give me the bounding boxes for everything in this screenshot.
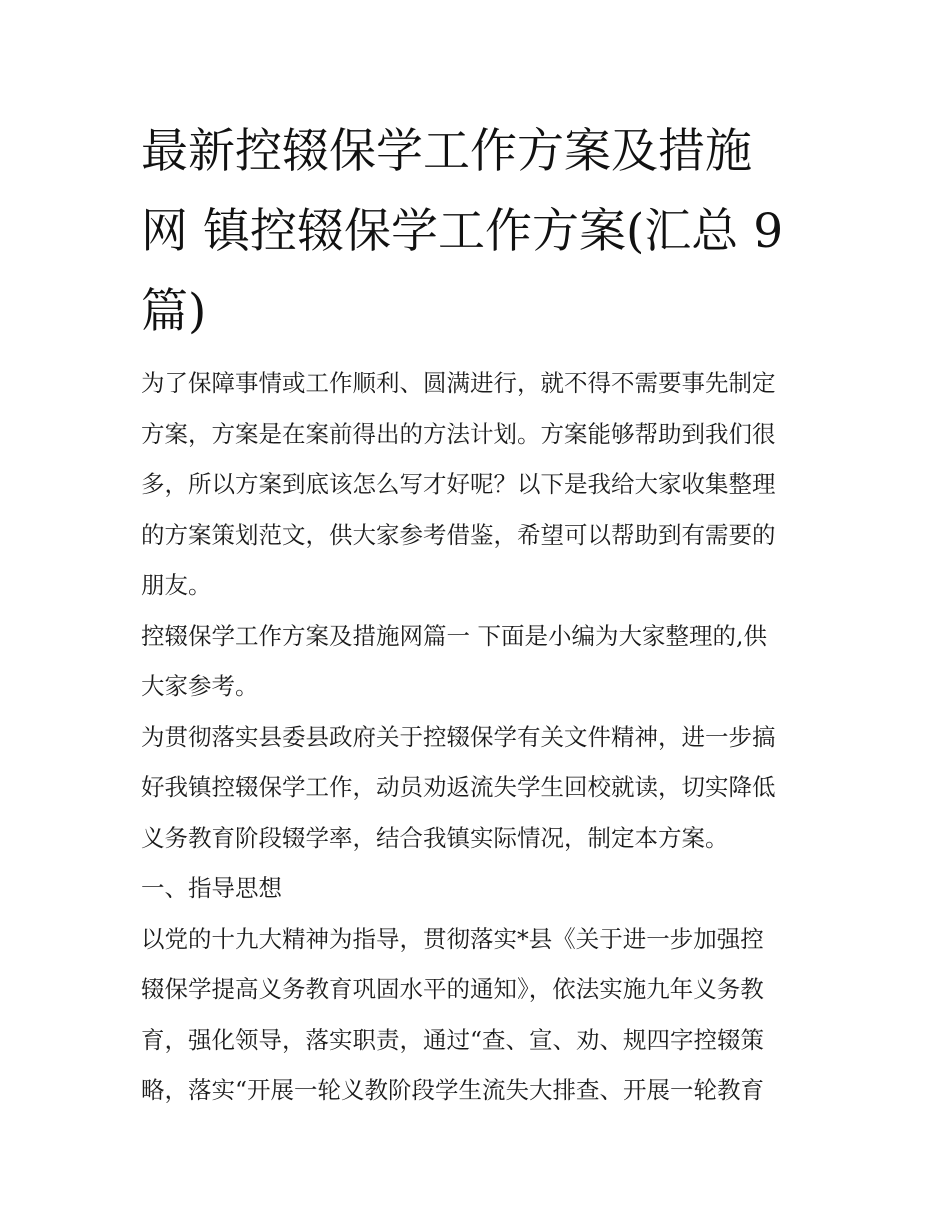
paragraph-purpose — [141, 712, 813, 864]
title-line-1: 最新控辍保学工作方案及措施 — [141, 124, 752, 179]
text-line: 义务教育阶段辍学率，结合我镇实际情况，制定本方案。 — [141, 823, 729, 852]
paragraph-section-one — [141, 611, 813, 712]
paragraph-intro — [141, 358, 813, 611]
paragraph-guiding-thought — [141, 914, 813, 1116]
text-line: 方案，方案是在案前得出的方法计划。方案能够帮助到我们很 — [141, 419, 776, 448]
document-page — [141, 112, 813, 1116]
text-line: 辍保学提高义务教育巩固水平的通知》，依法实施九年义务教 — [141, 975, 764, 1003]
text-line: 大家参考。 — [141, 672, 259, 700]
document-title — [141, 112, 813, 352]
title-line-2: 网 镇控辍保学工作方案(汇总 9 — [141, 204, 784, 259]
document-body — [141, 358, 813, 1116]
text-line: 为贯彻落实县委县政府关于控辍保学有关文件精神，进一步搞 — [141, 722, 776, 751]
text-line: 多，所以方案到底该怎么写才好呢？以下是我给大家收集整理 — [141, 470, 776, 498]
text-line: 为了保障事情或工作顺利、圆满进行，就不得不需要事先制定 — [141, 369, 776, 397]
text-line: 略，落实“开展一轮义教阶段学生流失大排查、开展一轮教育 — [141, 1076, 765, 1104]
text-line: 以党的十九大精神为指导，贯彻落实*县《关于进一步加强控 — [141, 924, 764, 953]
text-line: 控辍保学工作方案及措施网篇一 下面是小编为大家整理的,供 — [141, 621, 767, 650]
title-line-3: 篇) — [141, 284, 207, 339]
section-heading — [141, 863, 813, 914]
text-line: 的方案策划范文，供大家参考借鉴，希望可以帮助到有需要的 — [141, 520, 776, 549]
text-line: 一、指导思想 — [141, 874, 282, 902]
text-line: 好我镇控辍保学工作，动员劝返流失学生回校就读，切实降低 — [141, 773, 776, 801]
text-line: 育，强化领导，落实职责，通过“查、宣、劝、规四字控辍策 — [141, 1025, 765, 1054]
text-line: 朋友。 — [141, 571, 212, 599]
